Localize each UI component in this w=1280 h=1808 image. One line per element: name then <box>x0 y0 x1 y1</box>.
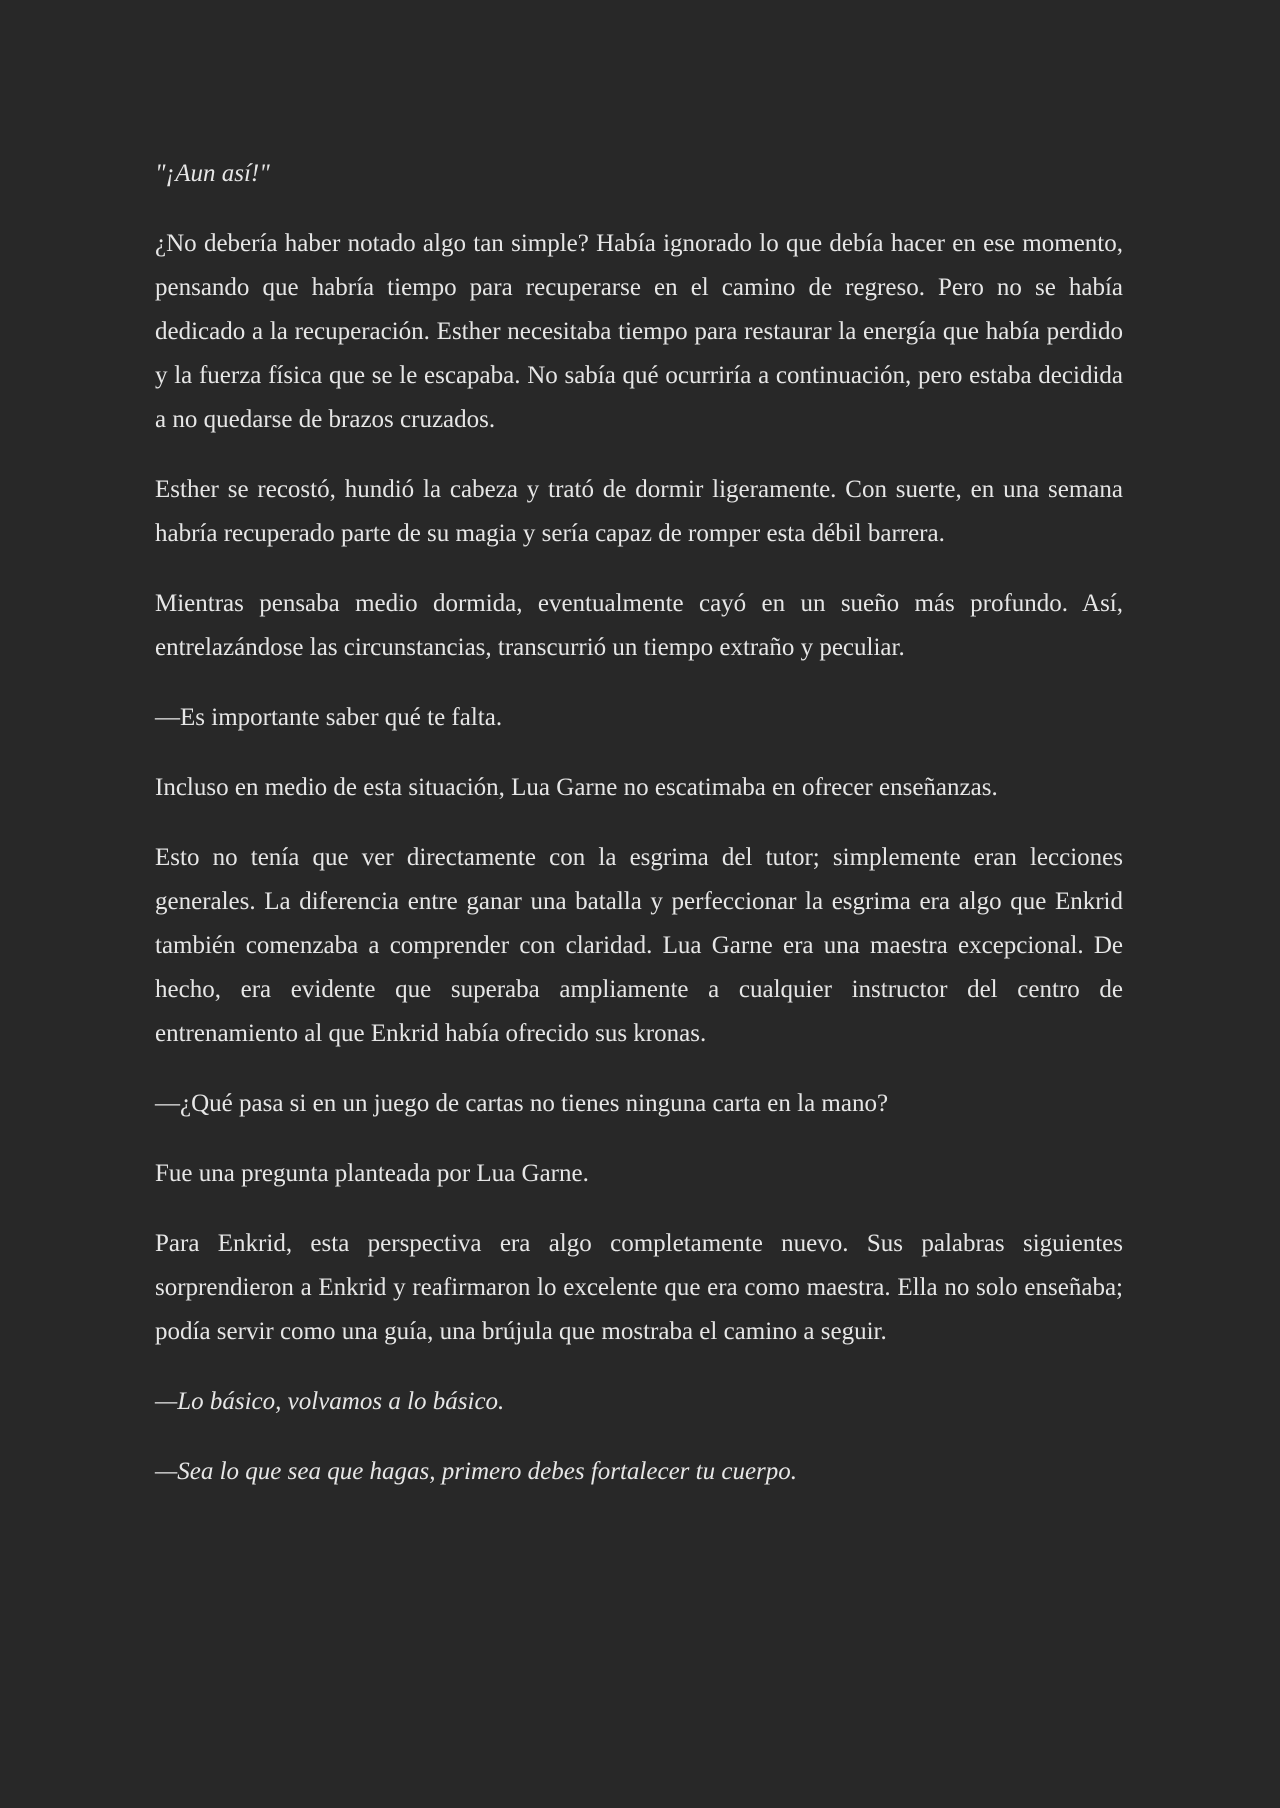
paragraph-esther-rest: Esther se recostó, hundió la cabeza y trató de dormir ligeramente. Con suerte, en una semana habría recuperado parte de su magia y sería capaz de romper esta débil barrera. <box>155 476 1123 547</box>
paragraph-question-source: Fue una pregunta planteada por Lua Garne. <box>155 1160 589 1187</box>
paragraph-exclamation: "¡Aun así!" <box>155 160 270 187</box>
paragraph-dialogue-lacking: —Es importante saber qué te falta. <box>155 704 503 731</box>
chapter-text <box>155 152 1123 1520</box>
paragraph-lua-teaching: Incluso en medio de esta situación, Lua Garne no escatimaba en ofrecer enseñanzas. <box>155 774 998 801</box>
paragraph-dialogue-body: —Sea lo que sea que hagas, primero debes fortalecer tu cuerpo. <box>155 1458 798 1485</box>
paragraph-dialogue-cards: —¿Qué pasa si en un juego de cartas no tienes ninguna carta en la mano? <box>155 1090 889 1117</box>
paragraph-lessons: Esto no tenía que ver directamente con la esgrima del tutor; simplemente eran lecciones generales. La diferencia entre ganar una batalla y perfeccionar la esgrima era algo que Enkrid también comenzaba a comprender con claridad. Lua Garne era una maestra excepcional. De hecho, era evidente que superaba ampliamente a cualquier instructor del centro de entrenamiento al que Enkrid había ofrecido sus kronas. <box>155 844 1123 1047</box>
paragraph-perspective: Para Enkrid, esta perspectiva era algo completamente nuevo. Sus palabras siguientes sorprendieron a Enkrid y reafirmaron lo excelente que era como maestra. Ella no solo enseñaba; podía servir como una guía, una brújula que mostraba el camino a seguir. <box>155 1230 1123 1345</box>
paragraph-dialogue-basics: —Lo básico, volvamos a lo básico. <box>155 1388 505 1415</box>
paragraph-reflection: ¿No debería haber notado algo tan simple? Había ignorado lo que debía hacer en ese momento, pensando que habría tiempo para recuperarse en el camino de regreso. Pero no se había dedicado a la recuperación. Esther necesitaba tiempo para restaurar la energía que había perdido y la fuerza física que se le escapaba. No sabía qué ocurriría a continuación, pero estaba decidida a no quedarse de brazos cruzados. <box>155 230 1123 433</box>
paragraph-deep-sleep: Mientras pensaba medio dormida, eventualmente cayó en un sueño más profundo. Así, entrelazándose las circunstancias, transcurrió un tiempo extraño y peculiar. <box>155 590 1123 661</box>
